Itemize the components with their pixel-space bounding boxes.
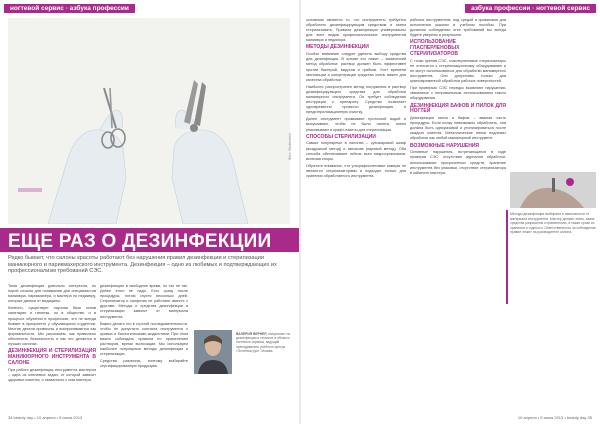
manicure-photo-illustration [510,172,596,208]
paragraph: При работе дезинфекция инструмента мастером – одна из ключевых задач, от которой зависит здоровье клиента, и связанного с ним мастера. [8,367,96,382]
paragraph: Обратите внимание, что ультрафиолетовые камеры не являются стерилизаторами и подходят только для хранения обработанного инструмента. [306,163,406,179]
author-name: ВАЛЕРИЯ ВЕРНЕР, [236,332,268,336]
text-column-3 [306,18,406,412]
page-number-right: 10 апреля • 5 июля 2013 • beauty day 35 [517,415,592,420]
paragraph: С точки зрения СЭС, гласперленовые стерилизаторы не относятся к стерилизационному оборудованию и не могут использоваться для обработки маникюрного инструмента. Они допустимы только для кратковременной обработки рабочих поверхностей. [410,58,506,84]
paragraph: Особое внимание следует уделить выбору средства для дезинфекции. В основе его лежит – химический метод обработки: раствор должен быть эффективен против бактерий, вирусов и грибков. Учет времени экспозиции и концентрации средства очень важен для качества обработки. [306,52,406,82]
page-number-left: 34 beauty day • 10 апреля • 5 июля 2013 [8,415,83,420]
side-caption: Методы дезинфекции выбирают в зависимости от материала инструмента. Мастер должен знать, какие средства разрешены к применению, а также сроки их хранения и годности. Ответственность за соблюдение правил лежит на руководителе салона. [510,212,596,234]
paragraph: Средства различны, поэтому выбирайте сертифицированную продукцию. [100,359,188,369]
photo-credit: Фото: Shutterstock [288,133,292,160]
text-column-4 [410,18,506,412]
author-portrait-image [194,330,232,374]
section-subheading: ВОЗМОЖНЫЕ НАРУШЕНИЯ [410,142,480,149]
section-rubric-right: азбука профессии · ногтевой сервис [465,4,596,13]
section-subheading: ДЕЗИНФЕКЦИЯ И СТЕРИЛИЗАЦИЯ МАНИКЮРНОГО ИНСТРУМЕНТА В САЛОНЕ [8,348,96,366]
section-subheading: ДЕЗИНФЕКЦИЯ БАФОВ И ПИЛОК ДЛЯ НОГТЕЙ [410,102,506,115]
text-column-2 [100,284,188,412]
paragraph: дезинфекцию в свободное время, но это не так. Далее этого не надо. Есть сразу после процедуры, потом спустя несколько дней. Стерилизатор и салфетки не работают вместе с другими. Методы и средства дезинфекции и стерилизации зависят от материала инструмента. [100,284,188,319]
paragraph: Дезинфекция пилок и бафов – важная часть процедуры. Если пилку невозможно обработать, она должна быть одноразовой и утилизироваться после каждого клиента. Металлические пилки подлежат обработке как любой маникюрный инструмент. [410,116,506,141]
paragraph: Тема дезинфекции довольно интересна, но порой сложна для понимания для специалистов маникюра, парикмахера, и мастера по педикюру, которые далеки от медицины. [8,284,96,304]
side-accent-rule [506,210,508,304]
section-subheading: МЕТОДЫ ДЕЗИНФЕКЦИИ [306,44,369,51]
paragraph: основным является то, что инструменты требуется обработать дезинфицирующим средством и затем стерилизовать. Правила дезинфекции универсальны для всех видов профессиональных инструментов маникюра и педикюра. [306,18,406,43]
paragraph: Наиболее распространен метод погружения в раствор дезинфицирующего средства для обработки маникюрного инструмента. Он требует соблюдения инструкции к препарату. Средство позволяет одновременно провести дезинфекцию и предстерилизационную очистку. [306,84,406,115]
section-rubric-left: ногтевой сервис · азбука профессии [4,4,135,13]
article-lead: Редко бывает, что салоны красоты работают без нарушения правил дезинфекции и стерилизации маникюрного и парикмахерского инструмента. Дезинфекция – одно из любимых и подтверждающих их профессионализм требований СЭС. [8,255,277,275]
paragraph: рабочих инструментов, под средой и правилами для исполнения указано в учебном пособии. При должном соблюдении этих требований вы всегда будете уверены в результате. [410,18,506,38]
paragraph: Важно делать это в строгой последовательности, чтобы не допустить контакта инструмента с кровью и биологическими жидкостями. При этом важно соблюдать правила по применению растворов, время экспозиции. Мы используем наиболее популярные методы дезинфекции и стерилизации. [100,321,188,357]
paragraph: При проверках СЭС нередко выявляют нарушения, связанные с неправильным использованием такого оборудования. [410,86,506,101]
paragraph: Самые популярные в салонах – сухожаровой шкаф (воздушный метод) и автоклав (паровой метод). Оба способа обеспечивают гибель всех микроорганизмов, включая споры. [306,141,406,161]
author-caption [236,332,296,353]
section-subheading: СПОСОБЫ СТЕРИЛИЗАЦИИ [306,133,376,140]
hands-with-tools-illustration [8,18,290,224]
hands-with-tools-photo [8,18,290,224]
paragraph: Далее инструмент промывают проточной водой и высушивают, чтобы не было налета, затем упаковывают в крафт-пакеты для стерилизации. [306,117,406,132]
text-column-1 [8,284,96,412]
paragraph: Конечно, существует научная база основ санитарии и гигиены, но в обществе, и в процессе обучения в профессию, это не всегда бывает в приоритете у обучающихся студентов. Многие детали привычны и воспринимаются как формальности. Мы расскажем, как правильно обеспечить безопасность и как это делается в лучших салонах. [8,306,96,347]
paragraph: Основные нарушения, встречающиеся в ходе проверки СЭС: отсутствие журналов обработки, использование просроченных средств, хранение инструмента без упаковки, отсутствие стерилизатора в кабинете мастера. [410,150,506,175]
author-portrait [194,330,232,374]
article-title: ЕЩЕ РАЗ О ДЕЗИНФЕКЦИИ [8,231,272,252]
author-description: специалист по дезинфекции и технолог в области ногтевого сервиса, ведущий преподаватель учебного центра «Эстетика рук», Москва [236,332,291,353]
side-photo [510,172,596,208]
section-subheading: ИСПОЛЬЗОВАНИЕ ГЛАСПЕРЛЕНОВЫХ СТЕРИЛИЗАТОРОВ [410,39,460,57]
